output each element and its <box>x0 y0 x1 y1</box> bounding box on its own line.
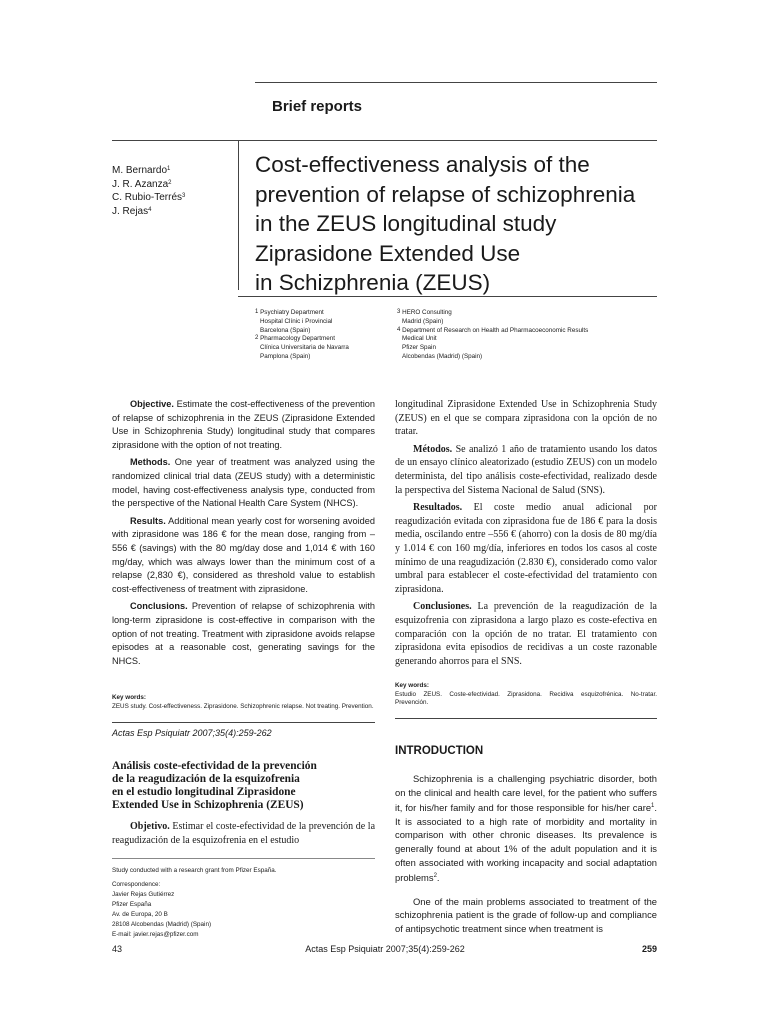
introduction-text <box>395 772 657 940</box>
author: J. Rejas$^4$ <box>112 205 152 217</box>
notes-rule <box>112 858 375 859</box>
abstract-methods: Methods. One year of treatment was analyzed using the randomized clinical trial data (ZEUS study) with a deterministic model, having cost-effectiveness analysis type, conducted from the perspective of the National Health Care System (NHCS). <box>112 457 375 509</box>
author: J. R. Azanza$^2$ <box>112 178 172 190</box>
author-list <box>112 164 185 218</box>
author: C. Rubio-Terrés$^3$ <box>112 192 186 203</box>
keywords-spanish: Key words: Estudio ZEUS. Coste-efectividad. Ziprasidona. Recidiva esquizofrénica. No-tratar. Prevención. <box>395 682 657 707</box>
intro-paragraph: One of the main problems associated to treatment of the schizophrenia patient is the grade of follow-up and compliance of antipsychotic treatment since when treatment is <box>395 895 657 935</box>
page-number-left: 43 <box>112 944 123 954</box>
footnotes: Study conducted with a research grant from Pfizer España. Correspondence: Javier Rejas Gutiérrez Pfizer España Av. de Europa, 20 B 28108 Alcobendas (Madrid) (Spain) E-mail: javier.rejas@pfizer.com <box>112 867 277 938</box>
abstract-results: Results. Additional mean yearly cost for worsening avoided with ziprasidone was 186 € for the mean dose, ranging from –556 € (savings) with the 80 mg/day dose and 1,014 € with 160 mg/day, which was always lower than the minimum cost of a relapse (2,830 €), considered as threshold value to establish cost-effectiveness of treatment with ziprasidone. <box>112 515 375 594</box>
keywords-english: Key words: ZEUS study. Cost-effectiveness. Ziprasidone. Schizophrenic relapse. Not treating. Prevention. <box>112 694 374 710</box>
intro-paragraph: Schizophrenia is a challenging psychiatric disorder, both on the clinical and health care level, for the patient who suffers it, for his/her family and for those responsible for his/her care$^1$. It is associated to a high rate of morbidity and mortality in comparison with other chronic diseases. Its prevalence is generally found at about 1% of the adult population and it is often associated with working incapacity and social adaptation problems$^2$. <box>395 773 657 883</box>
abstract-spanish: longitudinal Ziprasidone Extended Use in Schizophrenia Study (ZEUS) en el que se compara ziprasidona con la opción de no tratar. Métodos. Se analizó 1 año de tratamiento usando los datos de un ensayo clínico aleatorizado (estudio ZEUS) con un modelo determinista, del tipo análisis coste-efectividad, realizado desde la perspectiva del Sistema Nacional de Salud (SNS). Resultados. El coste medio anual adicional por reagudización evitada con ziprasidona fue de 186 € para la dosis media, oscilando entre –556 € (ahorro) con la dosis de 80 mg/día y 1.014 € con 160 mg/día, inferiores en todos los casos al coste mínimo de una reagudización (2.830 €), considerado como valor umbral para establecer el coste-efectividad del tratamiento con ziprasidona. Conclusiones. La prevención de la reagudización de la esquizofrenia con ziprasidona a largo plazo es coste-efectiva en comparación con la opción de no tratar. El tratamiento con ziprasidona evita episodios de recidivas a un coste razonable generando ahorros para el SNS. <box>395 399 657 667</box>
abstract-left-rule <box>112 722 375 723</box>
author: M. Bernardo$^1$ <box>112 165 171 176</box>
title-rule <box>238 296 657 297</box>
resumen-metodos: Métodos. Se analizó 1 año de tratamiento usando los datos de un ensayo clínico aleatorizado (estudio ZEUS) con un modelo determinista, del tipo análisis coste-efectividad, realizado desde la perspectiva del Sistema Nacional de Salud (SNS). <box>395 443 657 496</box>
top-rule <box>255 82 657 83</box>
abstract-objective: Objective. Estimate the cost-effectiveness of the prevention of relapse of schizophrenia in the ZEUS (Ziprasidone Extended Use in Schizophrenia Study) longitudinal study that compares ziprasidone with the option of not treating. <box>112 399 376 450</box>
affiliations-left: $^1$ Psychiatry Department Hospital Clínic i Provincial Barcelona (Spain) $^2$ Pharmacology Department Clínica Universitaria de Navarra Pamplona (Spain) <box>255 309 349 360</box>
resumen-conclusiones: Conclusiones. La prevención de la reagudización de la esquizofrenia con ziprasidona a largo plazo es coste-efectiva en comparación con la opción de no tratar. El tratamiento con ziprasidona evita episodios de recidivas a un coste razonable generando ahorros para el SNS. <box>395 601 657 667</box>
affiliations-right: $^3$ HERO Consulting Madrid (Spain) $^4$ Department of Research on Health ad Pharmacoeconomic Results Medical Unit Pfizer Spain Alcobendas (Madrid) (Spain) <box>397 309 589 360</box>
section-label: Brief reports <box>272 98 363 115</box>
journal-citation: Actas Esp Psiquiatr 2007;35(4):259-262 <box>112 728 272 738</box>
abstract-conclusions: Conclusions. Prevention of relapse of schizophrenia with long-term ziprasidone is cost-effective in comparison with the option of not treating. Treatment with ziprasidone avoids relapse episodes at a reasonable cost, generating savings for the NHCS. <box>112 601 375 666</box>
article-title: Cost-effectiveness analysis of the prevention of relapse of schizophrenia in the ZEUS longitudinal study Ziprasidone Extended Use in Schizphrenia (ZEUS) <box>255 152 636 295</box>
page-number-right: 259 <box>641 944 657 954</box>
abstract-right-rule <box>395 718 657 719</box>
title-divider <box>238 140 239 290</box>
abstract-english <box>112 398 375 672</box>
resumen-resultados: Resultados. El coste medio anual adicional por reagudización evitada con ziprasidona fue de 186 € para la dosis media, oscilando entre –556 € (ahorro) con la dosis de 80 mg/día y 1.014 € con 160 mg/día, inferiores en todos los casos al coste mínimo de una reagudización (2.830 €), considerado como valor umbral para establecer el coste-efectividad del tratamiento con ziprasidona. <box>395 502 657 595</box>
resumen-objetivo: Objetivo. Estimar el coste-efectividad de la prevención de la reagudización de la esquizofrenia en el estudio <box>112 821 376 846</box>
spanish-title: Análisis coste-efectividad de la prevención de la reagudización de la esquizofrenia en el estudio longitudinal Ziprasidone Extended Use in Schizophrenia (ZEUS) <box>112 760 317 811</box>
introduction-heading: INTRODUCTION <box>395 745 484 757</box>
footer-citation: Actas Esp Psiquiatr 2007;35(4):259-262 <box>305 944 465 954</box>
header-rule <box>112 140 657 141</box>
